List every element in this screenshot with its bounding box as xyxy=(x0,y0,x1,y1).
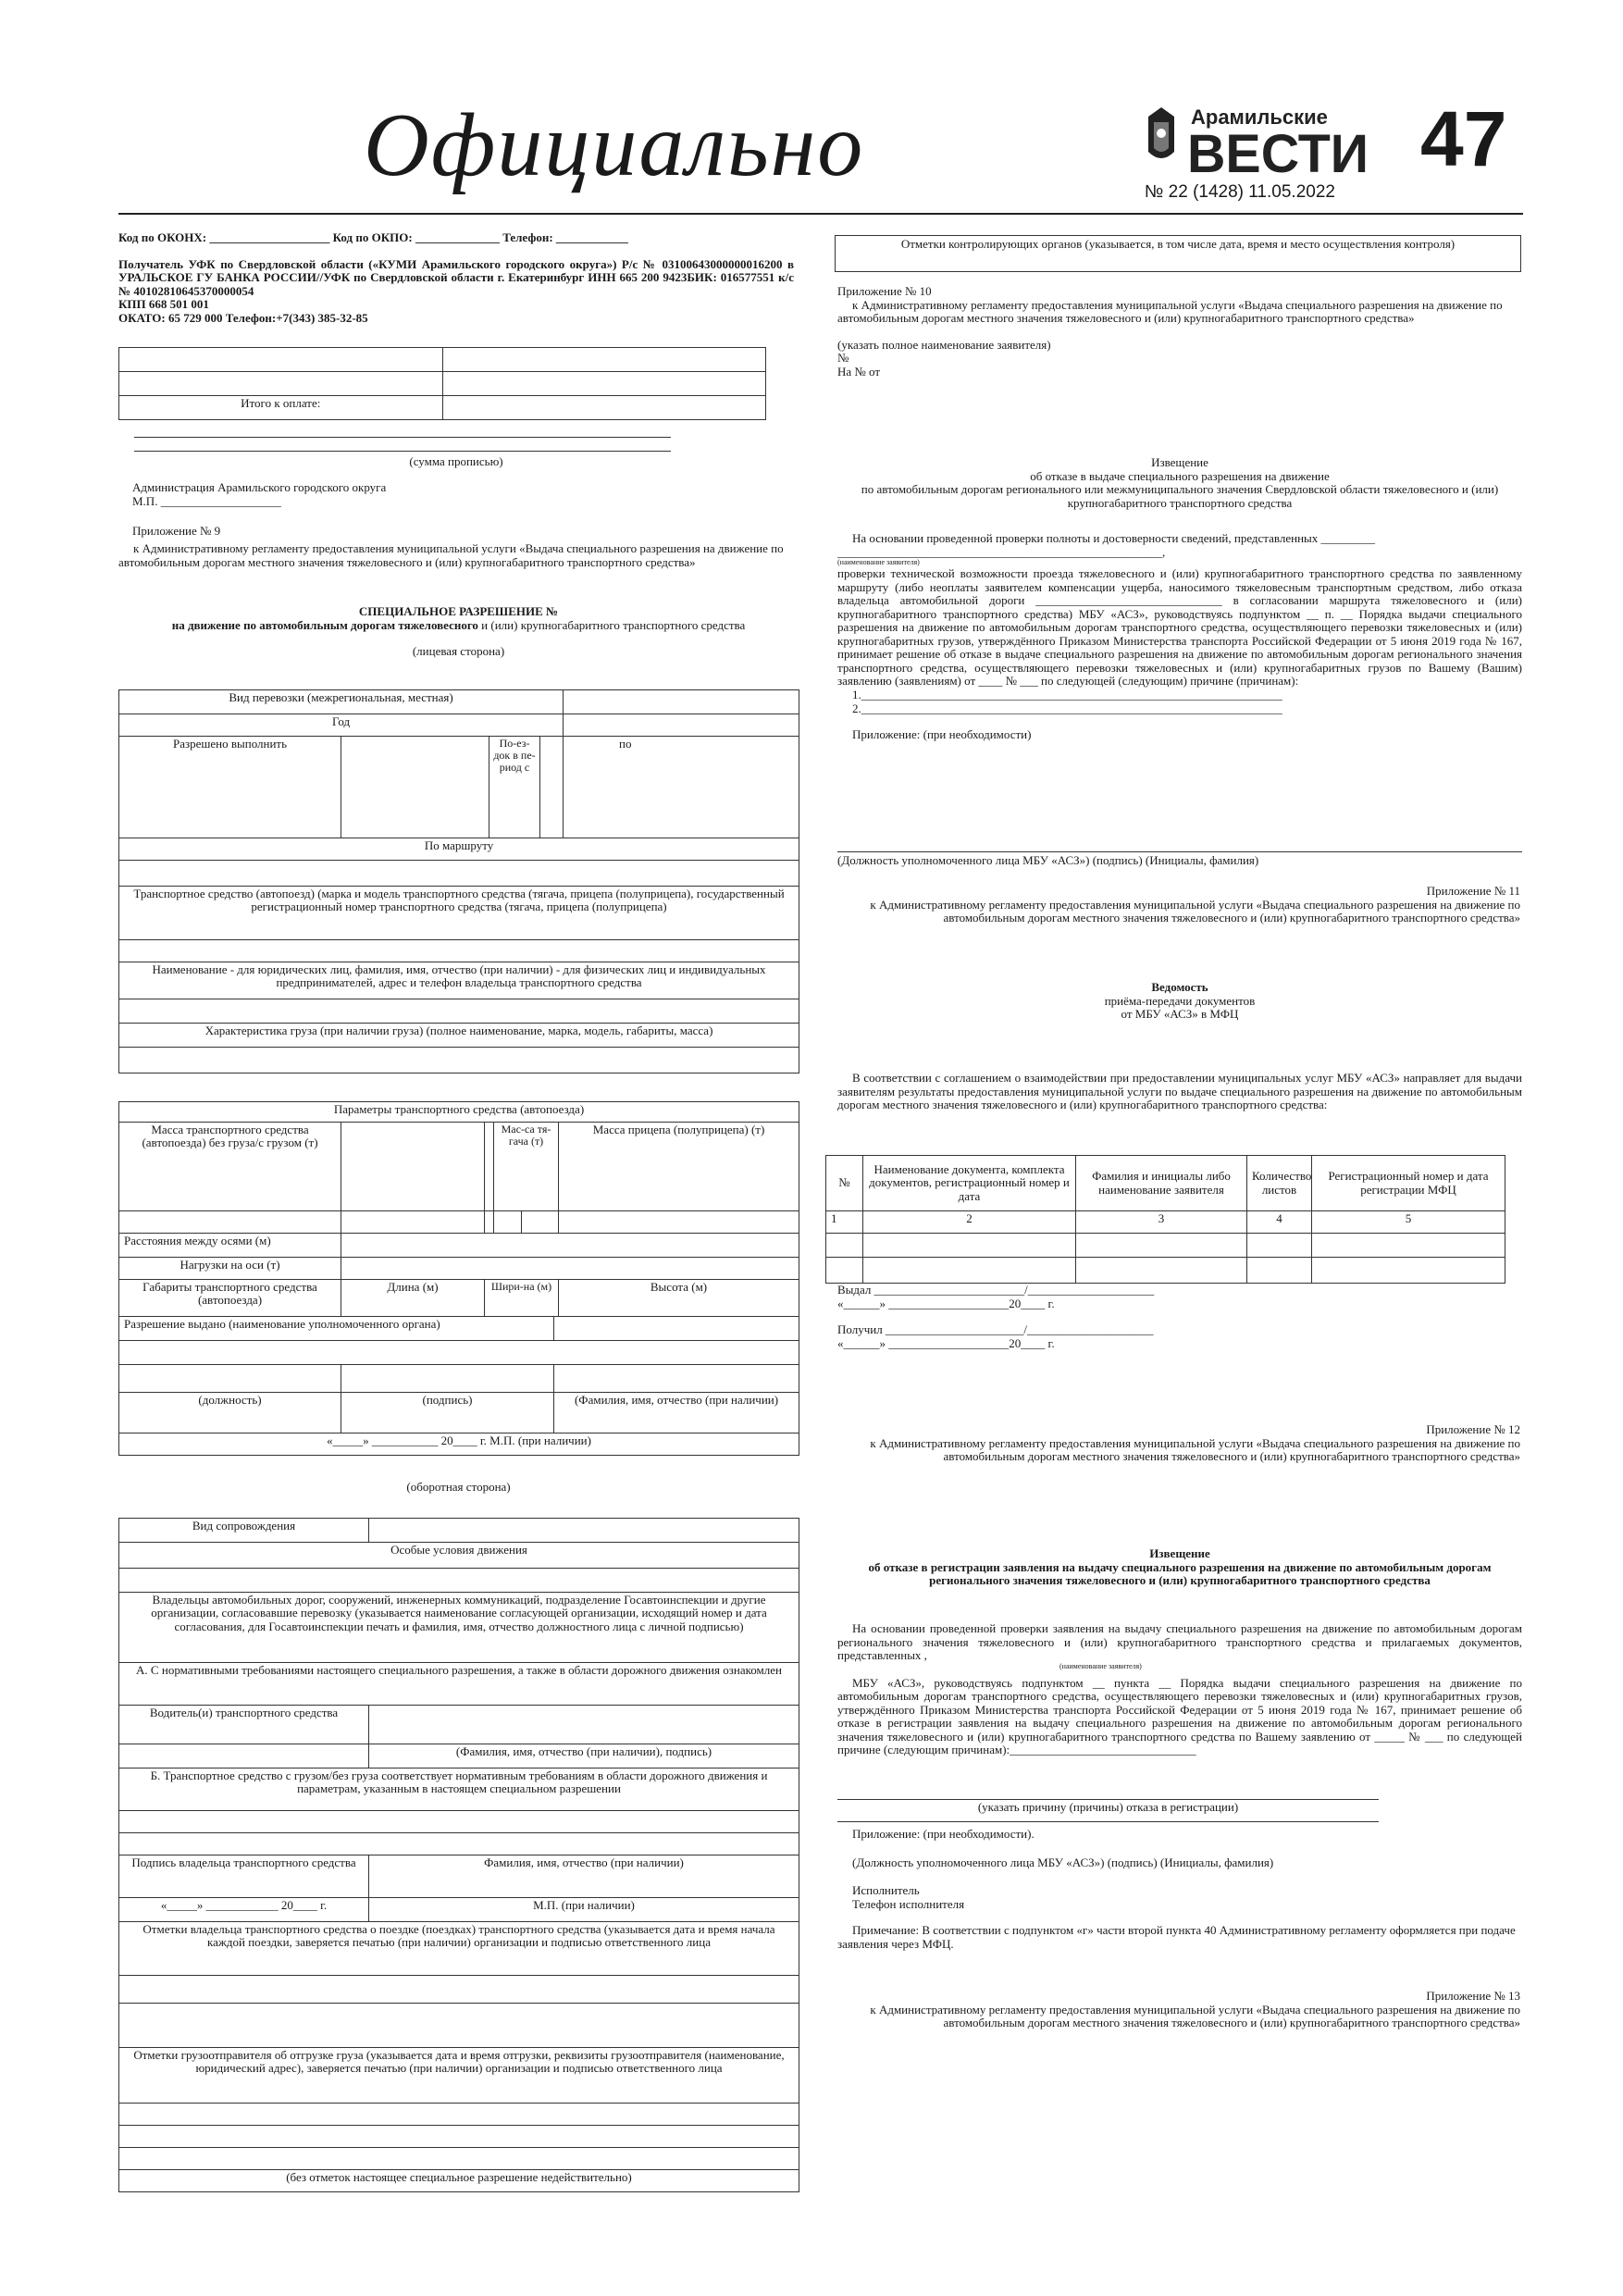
spec-heading xyxy=(118,605,799,659)
form-cell xyxy=(119,1744,369,1769)
form-cell xyxy=(341,1211,485,1234)
dolzh-label: (должность) xyxy=(119,1393,341,1433)
logo-line1: Арамильские xyxy=(1191,105,1328,129)
table-cell xyxy=(1247,1258,1312,1284)
table-cell xyxy=(1312,1258,1505,1284)
god-label: Год xyxy=(119,714,564,737)
po-label: по xyxy=(564,737,799,838)
col-header: № xyxy=(826,1156,863,1211)
admin-block xyxy=(132,481,799,539)
form-cell xyxy=(119,1833,799,1855)
date-label: «_____» ___________ 20____ г. М.П. (при наличии) xyxy=(119,1433,799,1456)
form-cell xyxy=(494,1211,522,1234)
app9-body: к Административному регламенту предоставления муниципальной услуги «Выдача специального разрешения на движение по автомобильным дорогам местного значения тяжеловесного и (или) крупногабаритного транспортного средства» xyxy=(118,541,784,569)
soprov-label: Вид сопровождения xyxy=(119,1519,369,1543)
notice1-proverki: проверки технической возможности проезда тяжеловесного и (или) крупногабаритного транспортного средства по заявленному маршруту (либо неоплаты заявителем компенсации ущерба, наносимого тяжеловесным транспортным средством, либо отказа владельца автомобильной дороги _______________________________ в согласовании маршрута тяжеловесного и (или) крупногабаритного транспортного средства) МБУ «АСЗ», руководствуясь подпунктом __ п. __ Порядка выдачи специального разрешения на движение по автомобильным дорогам транспортного средства, осуществляющего перевозки тяжеловесных и (или) крупногабаритных грузов, утверждённого Приказом Министерства транспорта Российской Федерации от 5 июня 2019 года № 167, принимает решение об отказе в выдаче специального разрешения на движение по автомобильным дорогам регионального значения транспортного средства, осуществляющего перевозки тяжеловесных и (или) крупногабаритных грузов по Вашему (Вашим) заявлению (заявлениям) от ____ № ___ по следующей (следующим) причине (причинам): xyxy=(837,566,1522,689)
vys-label: Высота (м) xyxy=(559,1280,799,1317)
form-cell xyxy=(341,1123,485,1211)
pril2-label: Приложение: (при необходимости). xyxy=(852,1827,1035,1841)
massa-pric-label: Масса прицепа (полуприцепа) (т) xyxy=(559,1123,799,1211)
sum-caption: (сумма прописью) xyxy=(409,454,503,468)
otmetki-gruz-label: Отметки грузоотправителя об отгрузке груза (указывается дата и время отгрузки, реквизиты грузоотправителя (наименование, юридический адрес), заверяется печатью (при наличии) организации и подписью ответственного лица xyxy=(119,2048,799,2104)
form-cell xyxy=(119,861,799,887)
shir-label: Шири-на (м) xyxy=(485,1280,559,1317)
newspaper-logo xyxy=(1143,104,1370,183)
form-cell xyxy=(341,1234,799,1258)
payee-text: Получатель УФК по Свердловской области («КУМИ Арамильского городского округа») Р/с № 03100643000000016200 в УРАЛЬСКОЕ ГУ БАНКА РОССИИ//УФК по Свердловской области г. Екатеринбург ИНН 665 200 9423БИК: 016577551 к/с № 40102810645370000054 xyxy=(118,256,794,298)
form-cell xyxy=(485,1123,494,1211)
col-header: Регистрационный номер и дата регистрации МФЦ xyxy=(1312,1156,1505,1211)
poezdok-label: По-ез-док в пе-риод с xyxy=(489,737,540,838)
a-label: А. С нормативными требованиями настоящего специального разрешения, а также в области дорожного движения ознакомлен xyxy=(119,1663,799,1706)
notice1-osnov: На основании проведенной проверки полноты и достоверности сведений, представленных _________ xyxy=(852,531,1376,545)
params-label: Параметры транспортного средства (автопоезда) xyxy=(119,1102,799,1123)
form-cell xyxy=(554,1365,799,1393)
notice1-heading xyxy=(837,456,1522,510)
col-number: 4 xyxy=(1247,1211,1312,1234)
podp-vlad-label: Подпись владельца транспортного средства xyxy=(119,1855,369,1898)
naim-zayav-caption: (наименование заявителя) xyxy=(837,558,920,567)
prim-note: Примечание: В соответствии с подпунктом «г» части второй пункта 40 Административному регламенту оформляется при подаче заявления через МФЦ. xyxy=(837,1923,1516,1951)
poluchil-date: «______» ____________________20____ г. xyxy=(837,1335,1055,1350)
table-cell xyxy=(826,1234,863,1258)
form-cell xyxy=(119,940,799,962)
vedomost-heading xyxy=(837,981,1522,1022)
form-cell xyxy=(369,1519,799,1543)
app11-label: Приложение № 11 xyxy=(1426,884,1520,898)
table-cell xyxy=(1076,1234,1247,1258)
sum-line-1 xyxy=(134,437,671,438)
params-table xyxy=(118,1101,799,1317)
vydal-line: Выдал _________________________/_____________________ xyxy=(837,1283,1155,1297)
payment-cell xyxy=(119,372,443,396)
form-cell xyxy=(119,1211,341,1234)
notice2-osnov: На основании проведенной проверки заявления на выдачу специального разрешения на движение по автомобильным дорогам регионального значения тяжеловесного и (или) крупногабаритного транспортного средства и прилагаемых документов, представленных , xyxy=(837,1621,1522,1663)
notice1-osnov-line: ______________________________________________________, xyxy=(837,544,1166,559)
vedomost-title: Ведомость xyxy=(1151,980,1208,994)
col-number: 1 xyxy=(826,1211,863,1234)
rasst-label: Расстояния между осями (м) xyxy=(119,1234,341,1258)
payment-table xyxy=(118,347,766,420)
form-cell xyxy=(341,1258,799,1280)
razr-label: Разрешено выполнить xyxy=(119,737,341,838)
vedomost-body: В соответствии с соглашением о взаимодействии при предоставлении муниципальных услуг МБУ «АСЗ» направляет для выдачи заявителям результаты предоставления муниципальной услуги по выдаче специального разрешения на движение по автомобильным дорогам местного значения тяжеловесного и (или) крупногабаритного транспортного средства: xyxy=(837,1071,1522,1112)
vid-label: Вид перевозки (межрегиональная, местная) xyxy=(119,690,564,714)
permit-front-table xyxy=(118,689,799,1074)
app13-block xyxy=(837,1990,1520,2030)
issued-table xyxy=(118,1316,799,1456)
control-marks-box: Отметки контролирующих органов (указывается, в том числе дата, время и место осуществления контроля) xyxy=(835,235,1521,272)
app10-label: Приложение № 10 xyxy=(837,284,932,298)
form-cell xyxy=(119,1976,799,2004)
itogo-label: Итого к оплате: xyxy=(119,396,443,420)
no-label: № xyxy=(837,351,849,366)
vedomost-table xyxy=(825,1155,1505,1284)
form-cell xyxy=(522,1211,559,1234)
table-cell xyxy=(1076,1258,1247,1284)
sign-line xyxy=(837,851,1522,852)
permit-back-table xyxy=(118,1518,799,2192)
ts-label: Транспортное средство (автопоезд) (марка и модель транспортного средства (тягача, прицепа (полуприцепа), государственный регистрационный номер транспортного средства (тягача, прицепа (полуприцепа) xyxy=(119,887,799,940)
form-cell xyxy=(119,2126,799,2148)
form-cell xyxy=(554,1317,799,1341)
b-label: Б. Транспортное средство с грузом/без груза соответствует нормативным требованиям в области дорожного движения и параметрам, указанным в настоящем специальном разрешении xyxy=(119,1769,799,1811)
col-header: Наименование документа, комплекта документов, регистрационный номер и дата xyxy=(863,1156,1076,1211)
naim-label: Наименование - для юридических лиц, фамилия, имя, отчество (при наличии) - для физических лиц и индивидуальных предпринимателей, адрес и телефон владельца транспортного средства xyxy=(119,962,799,999)
app9-text xyxy=(118,542,799,569)
admin-name: Администрация Арамильского городского округа xyxy=(132,480,387,494)
notice1-title: Извещение xyxy=(1151,455,1208,469)
table-cell xyxy=(1312,1234,1505,1258)
form-cell xyxy=(341,737,489,838)
dolzh-caption: (Должность уполномоченного лица МБУ «АСЗ») (подпись) (Инициалы, фамилия) xyxy=(837,853,1259,867)
form-cell xyxy=(119,1811,799,1833)
fio-podp-label: (Фамилия, имя, отчество (при наличии), подпись) xyxy=(369,1744,799,1769)
front-label: (лицевая сторона) xyxy=(412,644,505,659)
app12-block xyxy=(837,1423,1520,1464)
gabar-label: Габариты транспортного средства (автопоезда) xyxy=(119,1280,341,1317)
col-number: 5 xyxy=(1312,1211,1505,1234)
notice2-tail xyxy=(837,1828,1522,1951)
ispoln-label: Исполнитель xyxy=(852,1883,920,1898)
app10-text: к Административному регламенту предоставления муниципальной услуги «Выдача специального разрешения на движение по автомобильным дорогам местного значения тяжеловесного и (или) крупногабаритного транспортного средства» xyxy=(837,297,1503,326)
ukazat-prich-caption: (указать причину (причины) отказа в регистрации) xyxy=(977,1800,1239,1814)
form-cell xyxy=(485,1211,494,1234)
kpp-text: КПП 668 501 001 xyxy=(118,297,209,312)
massa-ts-label: Масса транспортного средства (автопоезда) без груза/с грузом (т) xyxy=(119,1123,341,1211)
otmetki-vlad-label: Отметки владельца транспортного средства о поездке (поездках) транспортного средства (указывается дата и время начала каждой поездки, заверяется печатью (при наличии) организации и подписью ответственного лица xyxy=(119,1922,799,1976)
notice2-sub: об отказе в регистрации заявления на выдачу специального разрешения на движение по автомобильным дорогам регионального значения тяжеловесного и (или) крупногабаритного транспортного средства xyxy=(868,1559,1492,1588)
admin-mp: М.П. ____________________ xyxy=(132,493,281,508)
app12-label: Приложение № 12 xyxy=(1426,1422,1520,1436)
dolzh2-caption: (Должность уполномоченного лица МБУ «АСЗ») (подпись) (Инициалы, фамилия) xyxy=(852,1855,1274,1869)
form-cell xyxy=(540,737,564,838)
okato-text: ОКАТО: 65 729 000 Телефон:+7(343) 385-32-85 xyxy=(118,310,368,325)
notice2-mbu: МБУ «АСЗ», руководствуясь подпунктом __ пункта __ Порядка выдачи специального разрешения на движение по автомобильным дорогам транспортного средства, осуществляющего перевозки тяжеловесных и (или) крупногабаритных грузов, утверждённого Приказом Министерства транспорта Российской Федерации от 5 июня 2019 года № 167, принимает решение об отказе в регистрации заявления на выдачу специального разрешения на движение по автомобильным дорогам регионального значения тяжеловесного и (или) крупногабаритного транспортного средства по Вашему заявлению от _____ № ___ по следующей причине (следующим причинам):_______________________________ xyxy=(837,1675,1522,1757)
form-cell xyxy=(369,1706,799,1744)
form-cell xyxy=(559,1211,799,1234)
back-label: (оборотная сторона) xyxy=(406,1480,511,1494)
app10-block xyxy=(837,285,1522,379)
vydano-label: Разрешение выдано (наименование уполномоченного органа) xyxy=(119,1317,554,1341)
notice2-body xyxy=(837,1622,1522,1757)
table-cell xyxy=(1247,1234,1312,1258)
form-cell xyxy=(341,1365,554,1393)
form-cell xyxy=(119,2148,799,2170)
payment-cell xyxy=(442,372,766,396)
poluchil-line: Получил _______________________/_____________________ xyxy=(837,1322,1154,1337)
form-cell xyxy=(119,999,799,1024)
vydal-date: «______» ____________________20____ г. xyxy=(837,1296,1055,1310)
mp2-label: М.П. (при наличии) xyxy=(369,1898,799,1922)
tel-label: Телефон исполнителя xyxy=(852,1896,965,1911)
app9-label: Приложение № 9 xyxy=(132,524,221,539)
transfer-block xyxy=(837,1284,1522,1350)
codes-line: Код по ОКОНХ: ____________________ Код по ОКПО: ______________ Телефон: ____________ xyxy=(118,230,628,244)
vedomost-sub: приёма-передачи документов xyxy=(1104,993,1256,1008)
form-cell xyxy=(119,1569,799,1593)
receipt-block xyxy=(118,231,794,325)
bez-label: (без отметок настоящее специальное разрешение недействительно) xyxy=(119,2170,799,2192)
app12-text: к Административному регламенту предоставления муниципальной услуги «Выдача специального разрешения на движение по автомобильным дорогам местного значения тяжеловесного и (или) крупногабаритного транспортного средства» xyxy=(870,1435,1520,1464)
reason-2: 2.______________________________________________________________________ xyxy=(852,701,1282,715)
fio-label: (Фамилия, имя, отчество (при наличии) xyxy=(554,1393,799,1433)
notice1-body xyxy=(837,532,1522,742)
app13-text: к Административному регламенту предоставления муниципальной услуги «Выдача специального разрешения на движение по автомобильным дорогам местного значения тяжеловесного и (или) крупногабаритного транспортного средства» xyxy=(870,2002,1520,2030)
spec-title: СПЕЦИАЛЬНОЕ РАЗРЕШЕНИЕ № xyxy=(358,604,559,618)
form-cell xyxy=(119,1341,799,1365)
section-title: Официально xyxy=(364,95,865,195)
notice2-title: Извещение xyxy=(1149,1546,1210,1560)
voditel-label: Водитель(и) транспортного средства xyxy=(119,1706,369,1744)
payment-cell xyxy=(119,348,443,372)
notice1-sub: об отказе в выдаче специального разрешения на движение xyxy=(1030,468,1330,483)
app11-block xyxy=(837,885,1520,925)
col-number: 3 xyxy=(1076,1211,1247,1234)
sum-line-2 xyxy=(134,451,671,452)
app11-text: к Административному регламенту предоставления муниципальной услуги «Выдача специального разрешения на движение по автомобильным дорогам местного значения тяжеловесного и (или) крупногабаритного транспортного средства» xyxy=(870,897,1520,925)
reason-line-2 xyxy=(837,1821,1379,1822)
nagr-label: Нагрузки на оси (т) xyxy=(119,1258,341,1280)
dlina-label: Длина (м) xyxy=(341,1280,485,1317)
naim-zayav-caption2: (наименование заявителя) xyxy=(1059,1661,1142,1670)
header-rule xyxy=(118,213,1523,215)
reason-1: 1.______________________________________________________________________ xyxy=(852,687,1282,701)
col-header: Количество листов xyxy=(1247,1156,1312,1211)
spec-sub-bold: на движение по автомобильным дорогам тяжеловесного xyxy=(171,617,478,632)
form-cell xyxy=(564,714,799,737)
app13-label: Приложение № 13 xyxy=(1426,1989,1520,2003)
col-header: Фамилия и инициалы либо наименование заявителя xyxy=(1076,1156,1247,1211)
podp-label: (подпись) xyxy=(341,1393,554,1433)
form-cell xyxy=(119,1048,799,1074)
table-cell xyxy=(863,1258,1076,1284)
form-cell xyxy=(564,690,799,714)
pril-neobh: Приложение: (при необходимости) xyxy=(852,727,1032,742)
payment-cell xyxy=(442,396,766,420)
date2-label: «_____» ____________ 20____ г. xyxy=(119,1898,369,1922)
page-number: 47 xyxy=(1420,95,1507,182)
vedomost-text xyxy=(837,1072,1522,1112)
spec-sub: и (или) крупногабаритного транспортного средства xyxy=(477,617,746,632)
vedomost-sub2: от МБУ «АСЗ» в МФЦ xyxy=(1121,1007,1239,1022)
massa-tyag-label: Мас-са тя-гача (т) xyxy=(494,1123,559,1211)
logo-line2: ВЕСТИ xyxy=(1187,124,1369,183)
ukazat-label: (указать полное наименование заявителя) xyxy=(837,337,1051,352)
col-number: 2 xyxy=(863,1211,1076,1234)
issue-info: № 22 (1428) 11.05.2022 xyxy=(1145,182,1335,202)
gruz-label: Характеристика груза (при наличии груза) (полное наименование, марка, модель, габариты, масса) xyxy=(119,1024,799,1048)
table-cell xyxy=(826,1258,863,1284)
osobye-label: Особые условия движения xyxy=(119,1543,799,1569)
form-cell xyxy=(119,2104,799,2126)
form-cell xyxy=(119,2004,799,2048)
notice2-heading xyxy=(837,1547,1522,1588)
payment-cell xyxy=(442,348,766,372)
coat-of-arms-icon xyxy=(1148,107,1174,158)
form-cell xyxy=(119,1365,341,1393)
vladeltsy-label: Владельцы автомобильных дорог, сооружений, инженерных коммуникаций, подразделение Госавтоинспекции и другие организации, согласовавшие перевозку (указывается наименование согласующей организации, исходящий номер и дата согласования, для Госавтоинспекции печать и фамилия, имя, отчество должностного лица с личной подписью) xyxy=(119,1593,799,1663)
notice1-sub2: по автомобильным дорогам регионального или межмуниципального значения Свердловской области тяжеловесного и (или) крупногабаритного транспортного средства xyxy=(861,482,1499,510)
table-cell xyxy=(863,1234,1076,1258)
fio2-label: Фамилия, имя, отчество (при наличии) xyxy=(369,1855,799,1898)
na-no-label: На № от xyxy=(837,364,881,379)
marshrut-label: По маршруту xyxy=(119,838,799,861)
